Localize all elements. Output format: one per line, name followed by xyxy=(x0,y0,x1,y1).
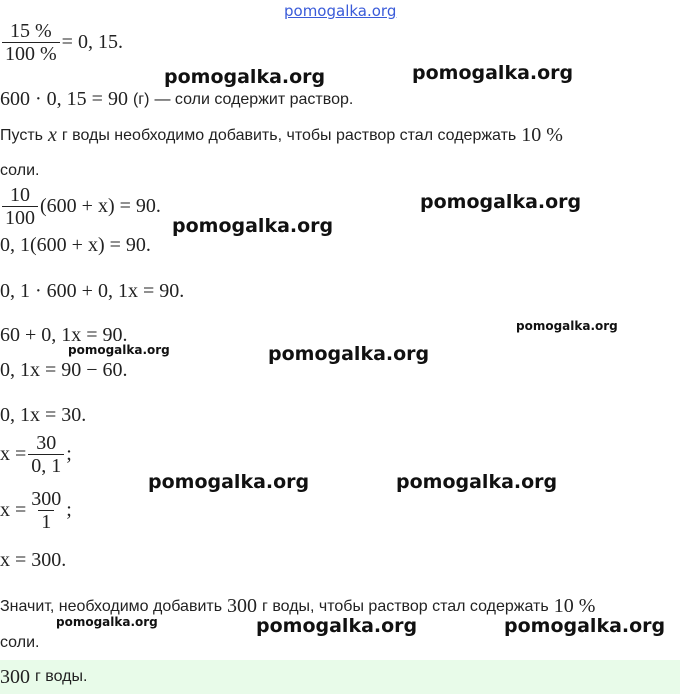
watermark: pomogalka.org xyxy=(172,215,334,237)
equation-line: 0, 1x = 30. xyxy=(0,404,87,426)
watermark: pomogalka.org xyxy=(56,615,158,629)
watermark: pomogalka.org xyxy=(420,191,582,213)
equation-fraction xyxy=(0,184,161,229)
equation-rest: ; xyxy=(66,499,72,521)
equation-line: 0, 1x = 90 − 60. xyxy=(0,359,128,381)
number-value: 300 xyxy=(227,595,258,617)
text-fragment: Значит, необходимо добавить xyxy=(0,597,223,615)
percent-value: 10 % xyxy=(553,595,596,617)
text-fragment: — соли содержит раствор. xyxy=(154,90,354,108)
problem-statement-line xyxy=(0,124,563,147)
answer-box xyxy=(0,660,680,694)
numerator: 300 xyxy=(31,488,62,510)
fraction xyxy=(28,488,64,533)
denominator: 1 xyxy=(38,510,54,533)
equation-fraction xyxy=(0,488,72,533)
fraction xyxy=(28,432,64,477)
equation-lhs: x = xyxy=(0,443,27,465)
salt-amount-line xyxy=(0,88,353,111)
text-fragment: г воды необходимо добавить, чтобы раствор стал содержать xyxy=(61,126,517,144)
equation-rest: (600 + x) = 90. xyxy=(40,195,161,217)
text-fragment: Пусть xyxy=(0,126,43,144)
answer-number: 300 xyxy=(0,665,30,688)
denominator: 100 xyxy=(2,206,38,229)
equation-line: 60 + 0, 1x = 90. xyxy=(0,324,128,346)
denominator: 0, 1 xyxy=(28,454,64,477)
numerator: 30 xyxy=(36,432,57,454)
equation-lhs: x = xyxy=(0,499,27,521)
equation-line: 0, 1 · 600 + 0, 1x = 90. xyxy=(0,280,185,302)
watermark-link[interactable]: pomogalka.org xyxy=(284,2,397,20)
watermark: pomogalka.org xyxy=(504,615,666,637)
numerator: 10 xyxy=(10,184,30,206)
equation-fraction-percent xyxy=(0,20,123,65)
watermark: pomogalka.org xyxy=(164,66,326,88)
fraction xyxy=(2,20,60,65)
watermark: pomogalka.org xyxy=(256,615,418,637)
continuation-text: соли. xyxy=(0,634,40,651)
fraction xyxy=(2,184,38,229)
continuation-text: соли. xyxy=(0,162,40,179)
equation-rest: = 0, 15. xyxy=(61,31,123,53)
equation-fraction xyxy=(0,432,72,477)
percent-value: 10 % xyxy=(521,124,563,146)
denominator: 100 % xyxy=(2,42,60,65)
watermark: pomogalka.org xyxy=(148,471,310,493)
watermark: pomogalka.org xyxy=(396,471,558,493)
watermark: pomogalka.org xyxy=(68,343,170,357)
equation-rest: ; xyxy=(66,443,72,465)
unit-label: (г) xyxy=(132,90,150,108)
equation-line: x = 300. xyxy=(0,549,67,571)
text-fragment: г воды, чтобы раствор стал содержать xyxy=(262,597,549,615)
watermark: pomogalka.org xyxy=(516,319,618,333)
numerator: 15 % xyxy=(10,20,52,42)
math-expression: 600 · 0, 15 = 90 xyxy=(0,88,128,110)
variable: x xyxy=(47,124,57,146)
watermark: pomogalka.org xyxy=(268,343,430,365)
watermark: pomogalka.org xyxy=(412,62,574,84)
equation-line: 0, 1(600 + x) = 90. xyxy=(0,234,151,256)
answer-text: г воды. xyxy=(35,668,88,685)
